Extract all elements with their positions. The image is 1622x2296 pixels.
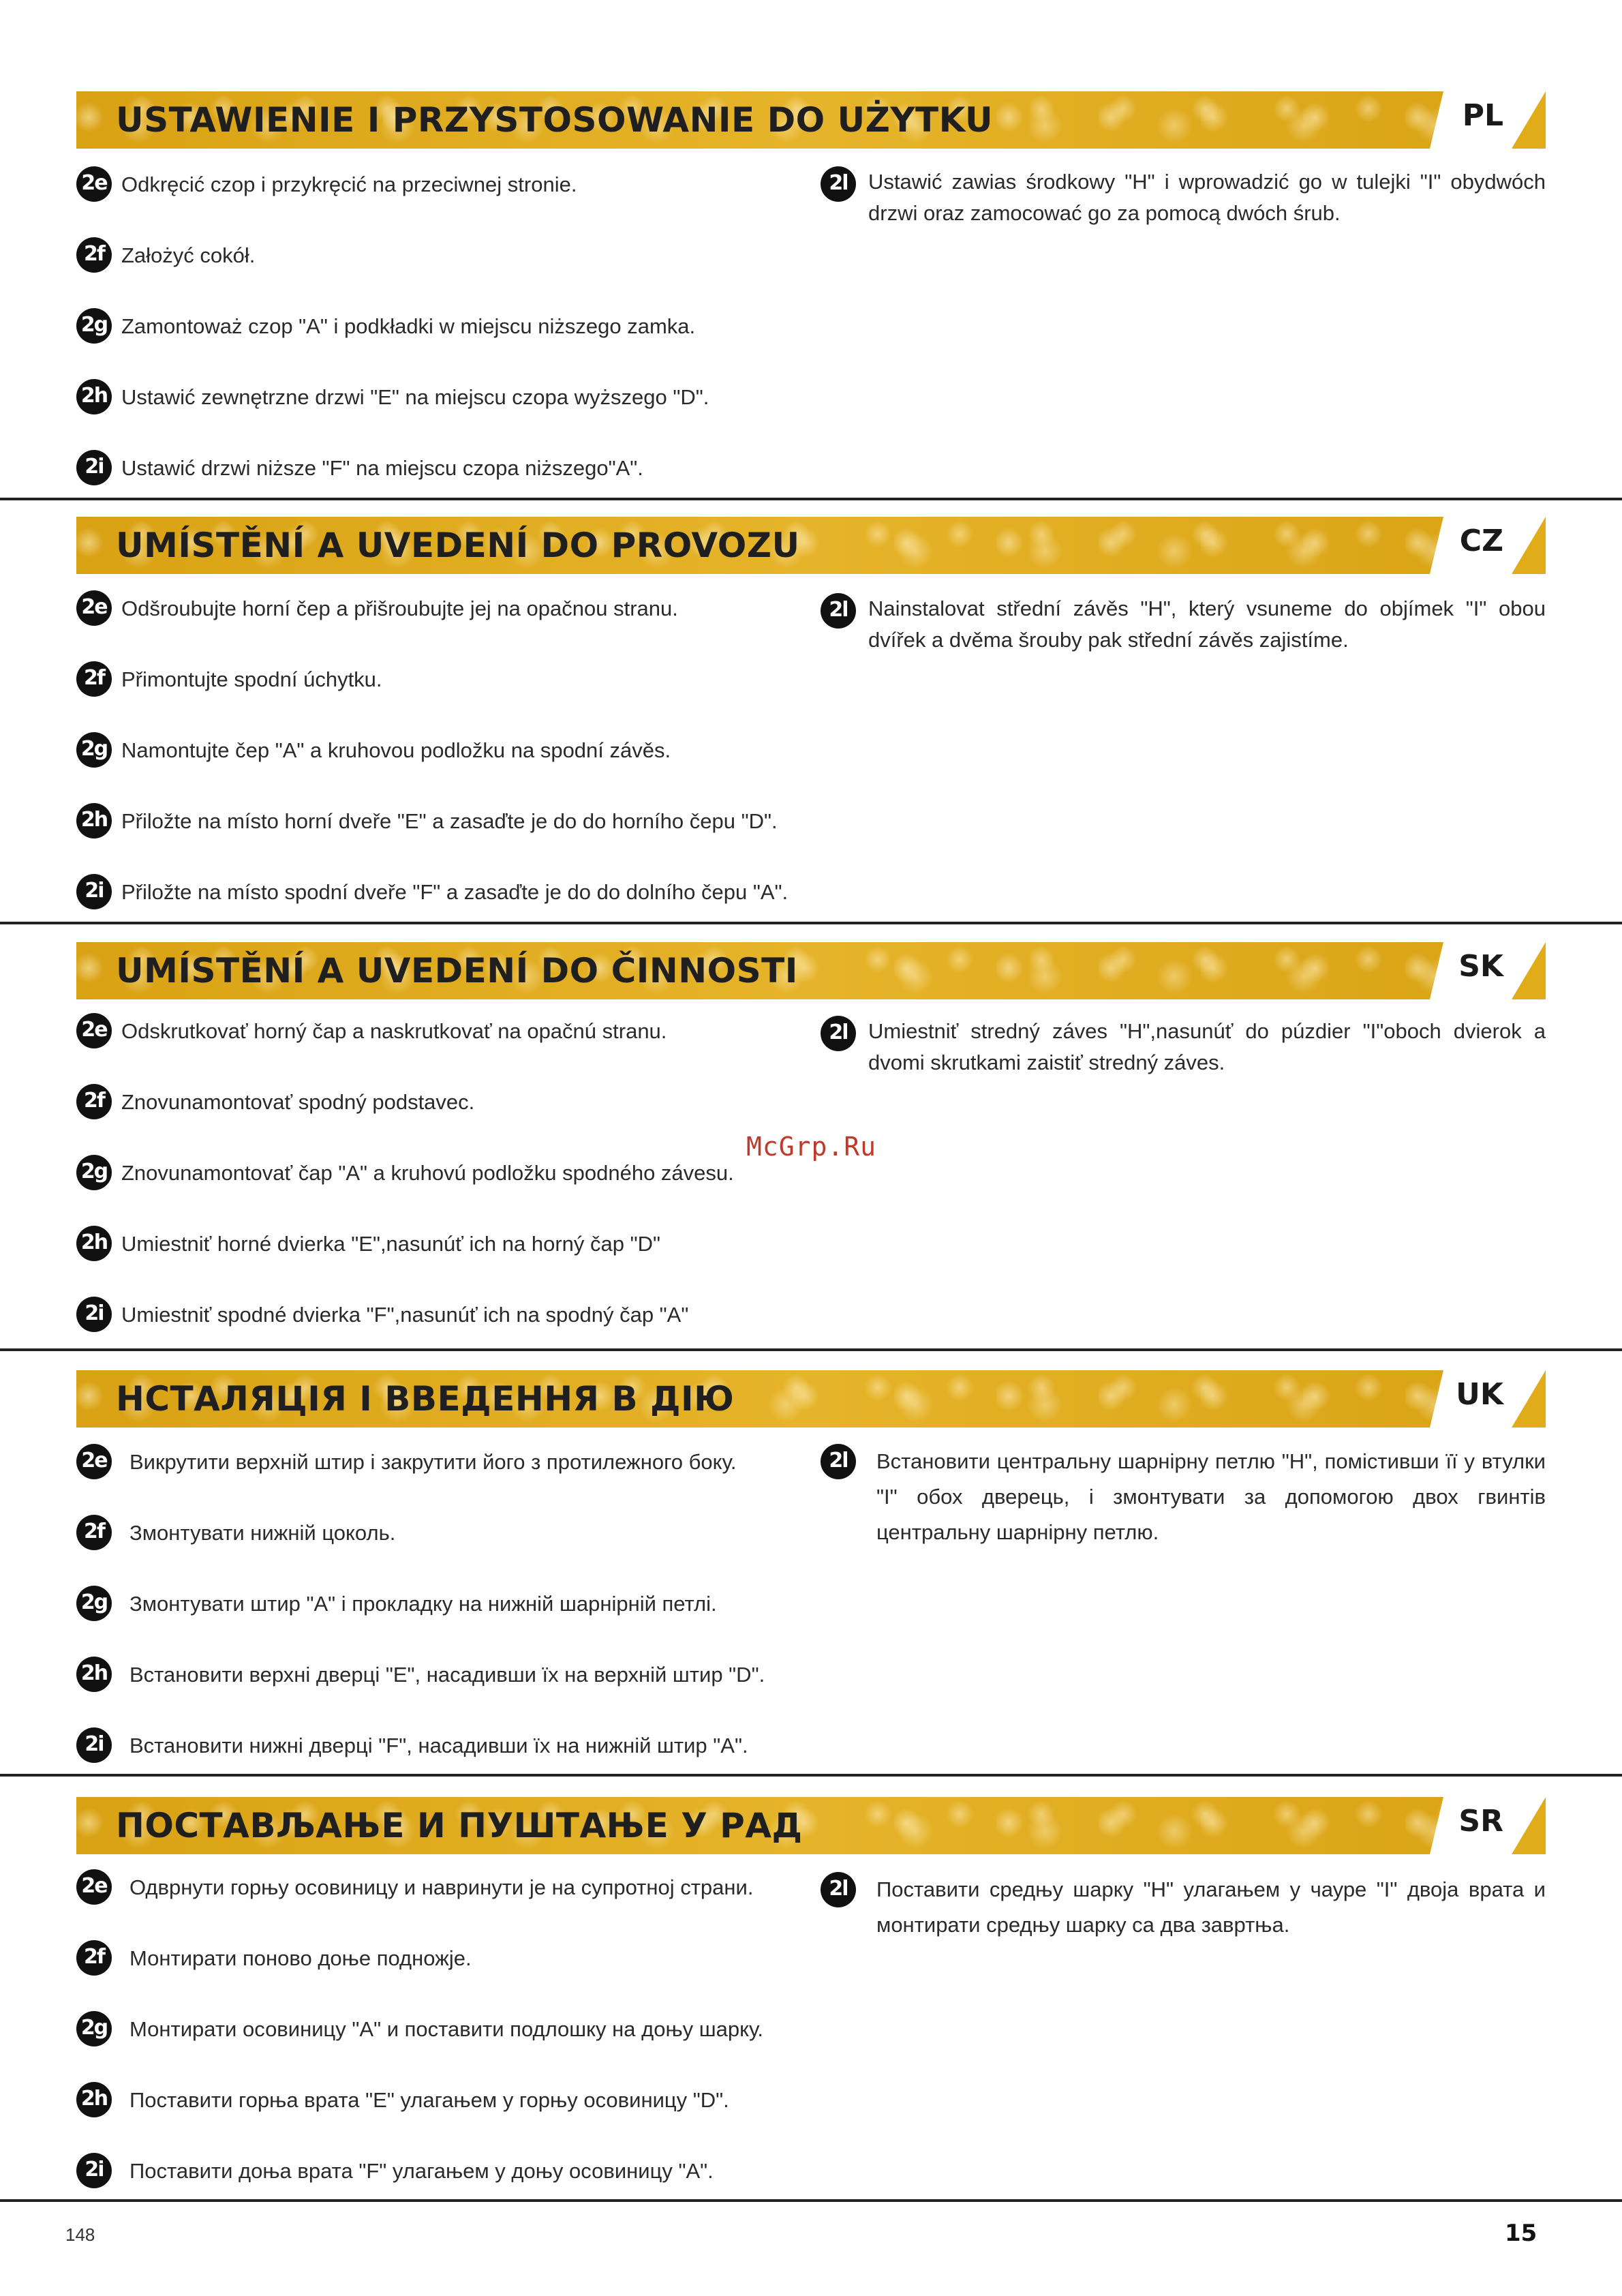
step-text: Одврнути горњу осовиницу и навринути је на супротној страни.	[129, 1875, 754, 1899]
section-title: UMÍSTĚNÍ A UVEDENÍ DO ČINNOSTI	[116, 951, 798, 991]
step-text: Odskrutkovať horný čap a naskrutkovať na opačnú stranu.	[121, 1019, 667, 1043]
list-item	[76, 2153, 792, 2194]
language-code: PL	[1462, 98, 1503, 133]
step-badge: 2i	[76, 450, 112, 485]
list-item	[76, 803, 792, 844]
section-banner	[76, 91, 1546, 149]
step-text: Монтирати осовиницу "A" и поставити подлошку на доњу шарку.	[129, 2017, 764, 2041]
section-banner	[76, 1797, 1546, 1854]
step-badge: 2f	[76, 237, 112, 273]
section-divider	[0, 922, 1622, 924]
section-title: НСТАЛЯЦІЯ І ВВЕДЕННЯ В ДІЮ	[116, 1379, 735, 1419]
step-text: Zamontoważ czop "A" i podkładki w miejscu niższego zamka.	[121, 314, 696, 338]
list-item	[76, 237, 792, 278]
list-item	[76, 1657, 792, 1697]
step-badge: 2i	[76, 1727, 112, 1763]
step-text: Přiložte na místo spodní dveře "F" a zasaďte je do do dolního čepu "A".	[121, 880, 789, 904]
step-text: Umiestniť horné dvierka "E",nasunúť ich na horný čap "D"	[121, 1232, 660, 1256]
section-divider	[0, 498, 1622, 500]
step-badge: 2f	[76, 661, 112, 697]
step-badge: 2i	[76, 2153, 112, 2188]
step-text: Założyć cokół.	[121, 243, 256, 267]
step-text: Umiestniť spodné dvierka "F",nasunúť ich na spodný čap "A"	[121, 1303, 689, 1327]
step-badge: 2f	[76, 1940, 112, 1976]
list-item	[76, 590, 792, 631]
language-code: SR	[1458, 1804, 1503, 1839]
step-badge: 2l	[821, 593, 856, 629]
step-badge: 2g	[76, 1586, 112, 1621]
section-divider	[0, 1348, 1622, 1351]
list-item	[76, 1297, 792, 1338]
section-banner	[76, 942, 1546, 999]
step-text: Ustawić drzwi niższe "F" na miejscu czopa niższego"A".	[121, 456, 643, 480]
section-title: UMÍSTĚNÍ A UVEDENÍ DO PROVOZU	[116, 526, 800, 565]
list-item	[76, 379, 792, 420]
list-item	[76, 1869, 792, 1910]
list-item	[76, 1515, 792, 1556]
step-text: Namontujte čep "A" a kruhovou podložku na spodní závěs.	[121, 738, 671, 762]
step-badge: 2e	[76, 1444, 112, 1479]
list-item	[76, 732, 792, 773]
section-banner	[76, 1370, 1546, 1428]
language-code: SK	[1458, 949, 1503, 984]
list-item	[76, 1940, 792, 1981]
step-text: Поставити средњу шарку "H" улагањем у чауре "I" двоја врата и монтирати средњу шарку са два завртња.	[876, 1877, 1546, 1937]
step-badge: 2g	[76, 2011, 112, 2046]
list-item	[76, 661, 792, 702]
section-title: USTAWIENIE I PRZYSTOSOWANIE DO UŻYTKU	[116, 100, 994, 140]
step-text: Поставити доња врата "F" улагањем у доњу осовиницу "A".	[129, 2159, 714, 2183]
step-badge: 2g	[76, 1155, 112, 1190]
step-text: Znovunamontovať čap "A" a kruhovú podložku spodného závesu.	[121, 1161, 734, 1185]
step-text: Nainstalovat střední závěs "H", který vsuneme do objímek "I" obou dvířek a dvěma šrouby pak střední závěs zajistíme.	[868, 596, 1546, 652]
step-badge: 2l	[821, 1444, 856, 1479]
step-text: Викрутити верхній штир і закрутити його з протилежного боку.	[129, 1450, 737, 1474]
watermark: McGrp.Ru	[746, 1132, 877, 1162]
language-chip	[1430, 1797, 1546, 1854]
language-code: UK	[1456, 1377, 1503, 1412]
language-chip	[1430, 91, 1546, 149]
list-item	[76, 1084, 792, 1125]
step-badge: 2g	[76, 732, 112, 768]
step-badge: 2i	[76, 874, 112, 909]
list-item	[76, 2082, 792, 2123]
step-badge: 2h	[76, 2082, 112, 2117]
step-text: Znovunamontovať spodný podstavec.	[121, 1090, 475, 1114]
step-text: Встановити центральну шарнірну петлю "H", помістивши її у втулки "I" обох дверець, і змонтувати за допомогою двох гвинтів центральну шарнірну петлю.	[876, 1449, 1546, 1544]
language-chip	[1430, 517, 1546, 574]
section-divider	[0, 2199, 1622, 2202]
language-chip	[1430, 942, 1546, 999]
step-badge: 2l	[821, 1016, 856, 1051]
step-badge: 2e	[76, 1013, 112, 1048]
list-item	[76, 308, 792, 349]
list-item	[76, 166, 792, 207]
step-text: Змонтувати нижній цоколь.	[129, 1521, 396, 1545]
step-badge: 2h	[76, 1226, 112, 1261]
step-text: Змонтувати штир "A" і прокладку на нижній шарнірній петлі.	[129, 1592, 717, 1616]
step-text: Umiestniť stredný záves "H",nasunúť do púzdier "I"oboch dvierok a dvomi skrutkami zaistiť stredný záves.	[868, 1019, 1546, 1074]
step-badge: 2l	[821, 1872, 856, 1907]
step-badge: 2e	[76, 1869, 112, 1905]
list-item	[76, 450, 792, 491]
list-item	[76, 1586, 792, 1627]
step-badge: 2e	[76, 166, 112, 202]
list-item	[76, 1727, 792, 1768]
step-text: Odšroubujte horní čep a přišroubujte jej na opačnou stranu.	[121, 596, 678, 620]
section-title: ПОСТАВЉАЊЕ И ПУШТАЊЕ У РАД	[116, 1806, 803, 1845]
step-text: Встановити верхні дверці "E", насадивши їх на верхній штир "D".	[129, 1663, 765, 1687]
step-text: Поставити горња врата "E" улагањем у горњу осовиницу "D".	[129, 2088, 729, 2112]
step-badge: 2l	[821, 166, 856, 202]
section-divider	[0, 1774, 1622, 1777]
step-badge: 2h	[76, 803, 112, 839]
step-text: Odkręcić czop i przykręcić na przeciwnej stronie.	[121, 172, 577, 196]
list-item	[76, 1444, 792, 1485]
step-text: Встановити нижні дверці "F", насадивши їх на нижній штир "A".	[129, 1734, 748, 1757]
list-item	[76, 1155, 792, 1196]
step-text: Монтирати поново доње подножје.	[129, 1946, 472, 1970]
page-number-left: 148	[65, 2224, 95, 2245]
list-item	[76, 2011, 792, 2052]
step-badge: 2e	[76, 590, 112, 626]
step-badge: 2h	[76, 1657, 112, 1692]
step-text: Ustawić zawias środkowy "H" i wprowadzić go w tulejki "I" obydwóch drzwi oraz zamocować go za pomocą dwóch śrub.	[868, 170, 1546, 225]
step-badge: 2h	[76, 379, 112, 414]
step-text: Přimontujte spodní úchytku.	[121, 667, 382, 691]
section-banner	[76, 517, 1546, 574]
language-chip	[1430, 1370, 1546, 1428]
list-item	[76, 874, 792, 915]
step-text: Přiložte na místo horní dveře "E" a zasaďte je do do horního čepu "D".	[121, 809, 778, 833]
list-item	[76, 1226, 792, 1267]
step-badge: 2f	[76, 1084, 112, 1119]
language-code: CZ	[1459, 524, 1503, 558]
step-badge: 2f	[76, 1515, 112, 1550]
list-item	[76, 1013, 792, 1054]
step-badge: 2g	[76, 308, 112, 344]
page-number-right: 15	[1505, 2220, 1537, 2247]
step-text: Ustawić zewnętrzne drzwi "E" na miejscu czopa wyższego "D".	[121, 385, 709, 409]
step-badge: 2i	[76, 1297, 112, 1332]
